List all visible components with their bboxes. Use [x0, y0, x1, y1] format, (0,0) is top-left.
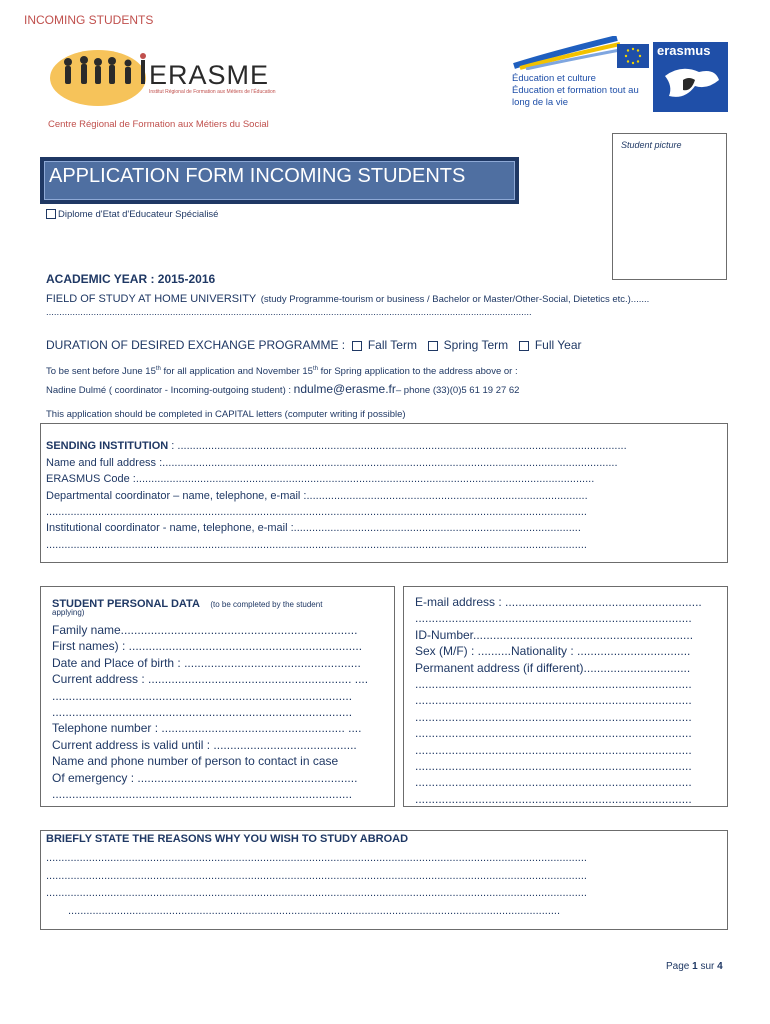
send-text-c: for Spring application to the address above or :	[317, 366, 518, 378]
send-instructions	[46, 366, 518, 377]
personal-data-label: STUDENT PERSONAL DATA	[52, 598, 200, 610]
sending-erasmus-code[interactable]: ERASMUS Code :......................................................................................................................................................	[46, 473, 595, 485]
duration-row	[46, 338, 582, 352]
page-label: Page	[666, 961, 693, 972]
header-label: INCOMING STUDENTS	[24, 13, 154, 27]
total-pages: 4	[717, 961, 723, 972]
coordinator-contact	[46, 382, 519, 396]
permanent-address-line[interactable]: ...................................................................................	[415, 693, 692, 708]
current-address-field[interactable]: Current address : ............................................................. ....	[52, 672, 369, 687]
eu-erasmus-logo	[510, 36, 728, 112]
eu-flag-icon	[617, 44, 649, 68]
erasmus-badge	[653, 42, 728, 112]
eu-swoosh-icon	[512, 36, 622, 70]
fall-term-label: Fall Term	[367, 338, 417, 352]
email-field[interactable]: E-mail address : ...........................................................	[415, 595, 702, 609]
spring-term-label: Spring Term	[443, 338, 509, 352]
sending-departmental-coordinator[interactable]: Departmental coordinator – name, telephone, e-mail :............................................................................................	[46, 490, 588, 502]
reasons-line[interactable]: .................................................................................................................................................................	[68, 904, 561, 917]
permanent-address-line[interactable]: ...................................................................................	[415, 775, 692, 790]
permanent-address-line[interactable]: ...................................................................................	[415, 726, 692, 741]
student-picture-label: Student picture	[621, 140, 682, 150]
diploma-checkbox[interactable]	[46, 209, 56, 219]
erasme-logo	[48, 48, 276, 110]
reasons-lines	[46, 850, 587, 920]
reasons-label: BRIEFLY STATE THE REASONS WHY YOU WISH TO STUDY ABROAD	[46, 833, 409, 845]
full-year-label: Full Year	[534, 338, 582, 352]
emergency-contact-line[interactable]: ..........................................................................................	[52, 787, 353, 802]
family-name-field[interactable]: Family name.......................................................................	[52, 623, 358, 637]
current-address-line[interactable]: ..........................................................................................	[52, 688, 353, 703]
sending-dots-line[interactable]: .................................................................................................................................................................................	[46, 539, 587, 551]
permanent-address-line[interactable]: ...................................................................................	[415, 677, 692, 692]
current-address-line[interactable]: ..........................................................................................	[52, 705, 353, 720]
field-of-study-row	[46, 289, 649, 307]
personal-data-fields	[52, 622, 368, 802]
field-of-study-hint: (study Programme-tourism or business / Bachelor or Master/Other-Social, Dietetics etc.).......	[260, 294, 650, 305]
page-number	[666, 961, 723, 972]
current-page: 1	[692, 961, 698, 972]
email-line[interactable]: ...................................................................................	[415, 611, 692, 626]
erasmus-brand: erasmus	[657, 43, 711, 58]
field-of-study-dots[interactable]: ........................................................................................................................................................................................	[46, 307, 532, 318]
form-title: APPLICATION FORM INCOMING STUDENTS	[49, 165, 466, 187]
telephone-field[interactable]: Telephone number : ....................................................... ....	[52, 721, 362, 736]
sex-nationality-field[interactable]: Sex (M/F) : ..........Nationality : ..................................	[415, 644, 691, 659]
permanent-address-line[interactable]: ...................................................................................	[415, 759, 692, 774]
first-names-field[interactable]: First names) : ......................................................................	[52, 639, 363, 654]
sending-institution-row[interactable]	[46, 440, 627, 452]
id-number-field[interactable]: ID-Number..................................................................	[415, 627, 694, 642]
field-of-study-label: FIELD OF STUDY AT HOME UNIVERSITY	[46, 293, 257, 305]
eu-line-1: Éducation et culture	[512, 73, 596, 84]
reasons-line[interactable]: .................................................................................................................................................................................	[46, 887, 587, 899]
form-title-band	[40, 157, 519, 204]
emergency-contact-field[interactable]: Of emergency : ..................................................................	[52, 770, 358, 785]
contact-data-box	[403, 586, 728, 807]
page-separator: sur	[697, 961, 718, 972]
personal-data-hint-2: applying)	[52, 608, 85, 617]
sending-institution-label: SENDING INSTITUTION	[46, 440, 169, 452]
erasme-tagline: Institut Régional de Formation aux Métiers de l'Éducation	[149, 89, 276, 95]
centre-subtitle: Centre Régional de Formation aux Métiers du Social	[48, 119, 269, 130]
sending-institutional-coordinator[interactable]: Institutional coordinator - name, telephone, e-mail :..............................................................................................	[46, 522, 581, 534]
send-text-a: To be sent before June 15	[46, 366, 156, 378]
duration-label: DURATION OF DESIRED EXCHANGE PROGRAMME :	[46, 338, 346, 352]
permanent-address-line[interactable]: ...................................................................................	[415, 791, 692, 806]
erasme-wordmark: ERASME	[149, 60, 270, 90]
student-picture-box[interactable]	[612, 133, 727, 280]
full-year-checkbox[interactable]	[519, 341, 529, 351]
reasons-line[interactable]: .................................................................................................................................................................................	[46, 852, 587, 864]
academic-year: ACADEMIC YEAR : 2015-2016	[46, 272, 216, 286]
diploma-option[interactable]	[46, 209, 218, 220]
sending-institution-dots: : ...................................................................................................................................................	[168, 440, 627, 452]
fall-term-checkbox[interactable]	[352, 341, 362, 351]
sending-dots-line[interactable]: .................................................................................................................................................................................	[46, 506, 587, 518]
coordinator-text: Nadine Dulmé ( coordinator - Incoming-outgoing student) :	[46, 385, 294, 396]
eu-line-3: long de la vie	[512, 97, 568, 108]
permanent-address-field[interactable]: Permanent address (if different)................................	[415, 660, 691, 675]
permanent-address-line[interactable]: ...................................................................................	[415, 742, 692, 757]
send-text-b: for all application and November 15	[160, 366, 313, 378]
spring-term-checkbox[interactable]	[428, 341, 438, 351]
coordinator-email[interactable]: ndulme@erasme.fr	[293, 382, 396, 396]
erasmus-portrait-icon	[659, 62, 723, 108]
diploma-label: Diplome d'Etat d'Educateur Spécialisé	[58, 209, 219, 220]
birth-date-place-field[interactable]: Date and Place of birth : .....................................................	[52, 655, 361, 670]
sending-name-address[interactable]: Name and full address :.....................................................................................................................................................	[46, 457, 618, 469]
eu-line-2: Éducation et formation tout au	[512, 85, 639, 96]
send-sup-1: th	[155, 366, 161, 372]
emergency-contact-label: Name and phone number of person to contact in case	[52, 754, 339, 769]
reasons-line[interactable]: .................................................................................................................................................................................	[46, 869, 587, 882]
coordinator-phone: – phone (33)(0)5 61 19 27 62	[395, 385, 520, 396]
personal-data-box	[40, 586, 395, 807]
send-sup-2: th	[312, 366, 318, 372]
capital-note: This application should be completed in CAPITAL letters (computer writing if possible)	[46, 409, 406, 420]
contact-data-fields	[415, 594, 702, 807]
address-valid-until-field[interactable]: Current address is valid until : ...........................................	[52, 737, 357, 752]
personal-data-header	[52, 594, 322, 612]
permanent-address-line[interactable]: ...................................................................................	[415, 709, 692, 724]
personal-data-hint: (to be completed by the student	[210, 600, 323, 609]
